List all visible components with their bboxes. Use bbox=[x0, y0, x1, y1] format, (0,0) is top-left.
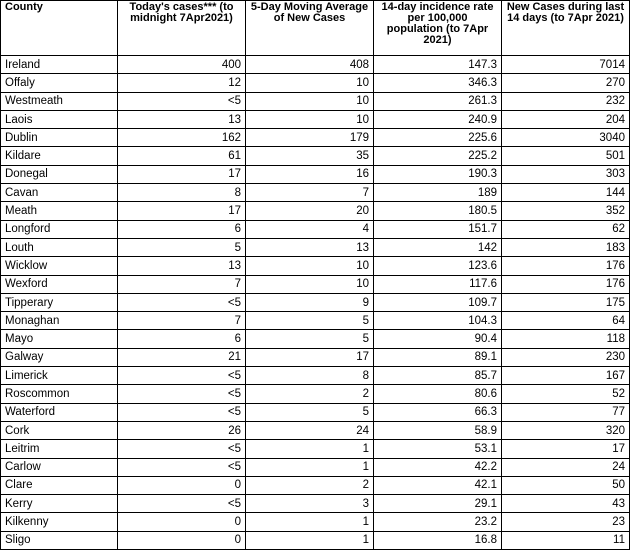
table-row bbox=[1, 110, 630, 128]
value-cell: 3040 bbox=[502, 129, 630, 147]
column-header-0: County bbox=[1, 1, 118, 56]
value-cell: 20 bbox=[246, 202, 374, 220]
table-row bbox=[1, 513, 630, 531]
table-row bbox=[1, 238, 630, 256]
value-cell: 204 bbox=[502, 110, 630, 128]
table-row bbox=[1, 403, 630, 421]
value-cell: 23 bbox=[502, 513, 630, 531]
value-cell: 42.2 bbox=[374, 458, 502, 476]
table-row bbox=[1, 147, 630, 165]
value-cell: 5 bbox=[246, 330, 374, 348]
column-header-2: 5-Day Moving Average of New Cases bbox=[246, 1, 374, 56]
value-cell: 0 bbox=[118, 476, 246, 494]
value-cell: 13 bbox=[246, 238, 374, 256]
value-cell: 53.1 bbox=[374, 440, 502, 458]
county-cell: Dublin bbox=[1, 129, 118, 147]
value-cell: 225.2 bbox=[374, 147, 502, 165]
header-row bbox=[1, 1, 630, 56]
value-cell: 10 bbox=[246, 275, 374, 293]
value-cell: <5 bbox=[118, 403, 246, 421]
value-cell: 17 bbox=[502, 440, 630, 458]
county-cell: Carlow bbox=[1, 458, 118, 476]
value-cell: 10 bbox=[246, 74, 374, 92]
county-cell: Leitrim bbox=[1, 440, 118, 458]
county-cell: Ireland bbox=[1, 56, 118, 74]
table-row bbox=[1, 495, 630, 513]
county-cell: Donegal bbox=[1, 165, 118, 183]
value-cell: 7 bbox=[246, 184, 374, 202]
value-cell: 7014 bbox=[502, 56, 630, 74]
value-cell: 190.3 bbox=[374, 165, 502, 183]
county-cell: Sligo bbox=[1, 531, 118, 549]
county-cell: Westmeath bbox=[1, 92, 118, 110]
value-cell: 58.9 bbox=[374, 421, 502, 439]
value-cell: 4 bbox=[246, 220, 374, 238]
table-row bbox=[1, 458, 630, 476]
value-cell: 240.9 bbox=[374, 110, 502, 128]
value-cell: 62 bbox=[502, 220, 630, 238]
county-cell: Monaghan bbox=[1, 312, 118, 330]
table-row bbox=[1, 531, 630, 549]
county-cell: Laois bbox=[1, 110, 118, 128]
value-cell: 42.1 bbox=[374, 476, 502, 494]
value-cell: 17 bbox=[246, 348, 374, 366]
value-cell: 400 bbox=[118, 56, 246, 74]
table-row bbox=[1, 74, 630, 92]
column-header-1: Today's cases*** (to midnight 7Apr2021) bbox=[118, 1, 246, 56]
value-cell: 2 bbox=[246, 385, 374, 403]
value-cell: <5 bbox=[118, 495, 246, 513]
table-row bbox=[1, 184, 630, 202]
county-cell: Galway bbox=[1, 348, 118, 366]
value-cell: 90.4 bbox=[374, 330, 502, 348]
table-header bbox=[1, 1, 630, 56]
table-row bbox=[1, 348, 630, 366]
table-body bbox=[1, 56, 630, 550]
value-cell: 17 bbox=[118, 202, 246, 220]
value-cell: 180.5 bbox=[374, 202, 502, 220]
value-cell: 24 bbox=[502, 458, 630, 476]
value-cell: 10 bbox=[246, 92, 374, 110]
county-cell: Roscommon bbox=[1, 385, 118, 403]
value-cell: 9 bbox=[246, 293, 374, 311]
value-cell: 35 bbox=[246, 147, 374, 165]
value-cell: 167 bbox=[502, 367, 630, 385]
value-cell: 151.7 bbox=[374, 220, 502, 238]
value-cell: 17 bbox=[118, 165, 246, 183]
county-cell: Tipperary bbox=[1, 293, 118, 311]
value-cell: 13 bbox=[118, 110, 246, 128]
value-cell: 11 bbox=[502, 531, 630, 549]
table-row bbox=[1, 129, 630, 147]
table-row bbox=[1, 476, 630, 494]
value-cell: 176 bbox=[502, 275, 630, 293]
value-cell: 6 bbox=[118, 330, 246, 348]
value-cell: 144 bbox=[502, 184, 630, 202]
table-row bbox=[1, 312, 630, 330]
value-cell: <5 bbox=[118, 385, 246, 403]
value-cell: 501 bbox=[502, 147, 630, 165]
value-cell: 270 bbox=[502, 74, 630, 92]
county-cell: Kerry bbox=[1, 495, 118, 513]
value-cell: 3 bbox=[246, 495, 374, 513]
value-cell: 175 bbox=[502, 293, 630, 311]
value-cell: 118 bbox=[502, 330, 630, 348]
value-cell: 303 bbox=[502, 165, 630, 183]
value-cell: 29.1 bbox=[374, 495, 502, 513]
value-cell: 109.7 bbox=[374, 293, 502, 311]
table-row bbox=[1, 56, 630, 74]
value-cell: 123.6 bbox=[374, 257, 502, 275]
value-cell: 189 bbox=[374, 184, 502, 202]
value-cell: 10 bbox=[246, 257, 374, 275]
table-row bbox=[1, 385, 630, 403]
county-cell: Kildare bbox=[1, 147, 118, 165]
value-cell: <5 bbox=[118, 293, 246, 311]
value-cell: 10 bbox=[246, 110, 374, 128]
value-cell: 104.3 bbox=[374, 312, 502, 330]
value-cell: 352 bbox=[502, 202, 630, 220]
county-cell: Waterford bbox=[1, 403, 118, 421]
county-cell: Mayo bbox=[1, 330, 118, 348]
value-cell: <5 bbox=[118, 367, 246, 385]
value-cell: 0 bbox=[118, 513, 246, 531]
value-cell: 5 bbox=[118, 238, 246, 256]
county-cell: Wicklow bbox=[1, 257, 118, 275]
table-row bbox=[1, 421, 630, 439]
county-cell: Kilkenny bbox=[1, 513, 118, 531]
value-cell: 346.3 bbox=[374, 74, 502, 92]
value-cell: 1 bbox=[246, 440, 374, 458]
value-cell: 1 bbox=[246, 513, 374, 531]
county-cell: Cork bbox=[1, 421, 118, 439]
value-cell: 5 bbox=[246, 403, 374, 421]
value-cell: 320 bbox=[502, 421, 630, 439]
value-cell: 1 bbox=[246, 458, 374, 476]
value-cell: 64 bbox=[502, 312, 630, 330]
value-cell: <5 bbox=[118, 92, 246, 110]
value-cell: 8 bbox=[118, 184, 246, 202]
value-cell: <5 bbox=[118, 440, 246, 458]
value-cell: 6 bbox=[118, 220, 246, 238]
value-cell: 24 bbox=[246, 421, 374, 439]
value-cell: 13 bbox=[118, 257, 246, 275]
value-cell: 66.3 bbox=[374, 403, 502, 421]
value-cell: 12 bbox=[118, 74, 246, 92]
table-row bbox=[1, 293, 630, 311]
table-row bbox=[1, 92, 630, 110]
table-row bbox=[1, 257, 630, 275]
value-cell: 43 bbox=[502, 495, 630, 513]
value-cell: 230 bbox=[502, 348, 630, 366]
value-cell: 2 bbox=[246, 476, 374, 494]
county-cell: Clare bbox=[1, 476, 118, 494]
value-cell: 5 bbox=[246, 312, 374, 330]
county-cell: Longford bbox=[1, 220, 118, 238]
county-cell: Limerick bbox=[1, 367, 118, 385]
county-cell: Meath bbox=[1, 202, 118, 220]
value-cell: 16 bbox=[246, 165, 374, 183]
value-cell: 16.8 bbox=[374, 531, 502, 549]
value-cell: 183 bbox=[502, 238, 630, 256]
value-cell: 232 bbox=[502, 92, 630, 110]
value-cell: 26 bbox=[118, 421, 246, 439]
value-cell: 80.6 bbox=[374, 385, 502, 403]
table-row bbox=[1, 202, 630, 220]
value-cell: 21 bbox=[118, 348, 246, 366]
county-cell: Wexford bbox=[1, 275, 118, 293]
county-cell: Louth bbox=[1, 238, 118, 256]
value-cell: 77 bbox=[502, 403, 630, 421]
table-row bbox=[1, 165, 630, 183]
value-cell: 89.1 bbox=[374, 348, 502, 366]
county-cell: Offaly bbox=[1, 74, 118, 92]
table-row bbox=[1, 367, 630, 385]
value-cell: 85.7 bbox=[374, 367, 502, 385]
table-row bbox=[1, 440, 630, 458]
value-cell: 261.3 bbox=[374, 92, 502, 110]
value-cell: 61 bbox=[118, 147, 246, 165]
table-row bbox=[1, 330, 630, 348]
value-cell: 176 bbox=[502, 257, 630, 275]
table-row bbox=[1, 275, 630, 293]
value-cell: 50 bbox=[502, 476, 630, 494]
value-cell: 147.3 bbox=[374, 56, 502, 74]
value-cell: 52 bbox=[502, 385, 630, 403]
value-cell: 7 bbox=[118, 312, 246, 330]
value-cell: 23.2 bbox=[374, 513, 502, 531]
value-cell: 7 bbox=[118, 275, 246, 293]
value-cell: 0 bbox=[118, 531, 246, 549]
column-header-3: 14-day incidence rate per 100,000 population (to 7Apr 2021) bbox=[374, 1, 502, 56]
table-row bbox=[1, 220, 630, 238]
value-cell: 8 bbox=[246, 367, 374, 385]
value-cell: 117.6 bbox=[374, 275, 502, 293]
value-cell: 142 bbox=[374, 238, 502, 256]
county-cell: Cavan bbox=[1, 184, 118, 202]
value-cell: 179 bbox=[246, 129, 374, 147]
value-cell: 1 bbox=[246, 531, 374, 549]
column-header-4: New Cases during last 14 days (to 7Apr 2021) bbox=[502, 1, 630, 56]
value-cell: <5 bbox=[118, 458, 246, 476]
value-cell: 162 bbox=[118, 129, 246, 147]
value-cell: 408 bbox=[246, 56, 374, 74]
value-cell: 225.6 bbox=[374, 129, 502, 147]
